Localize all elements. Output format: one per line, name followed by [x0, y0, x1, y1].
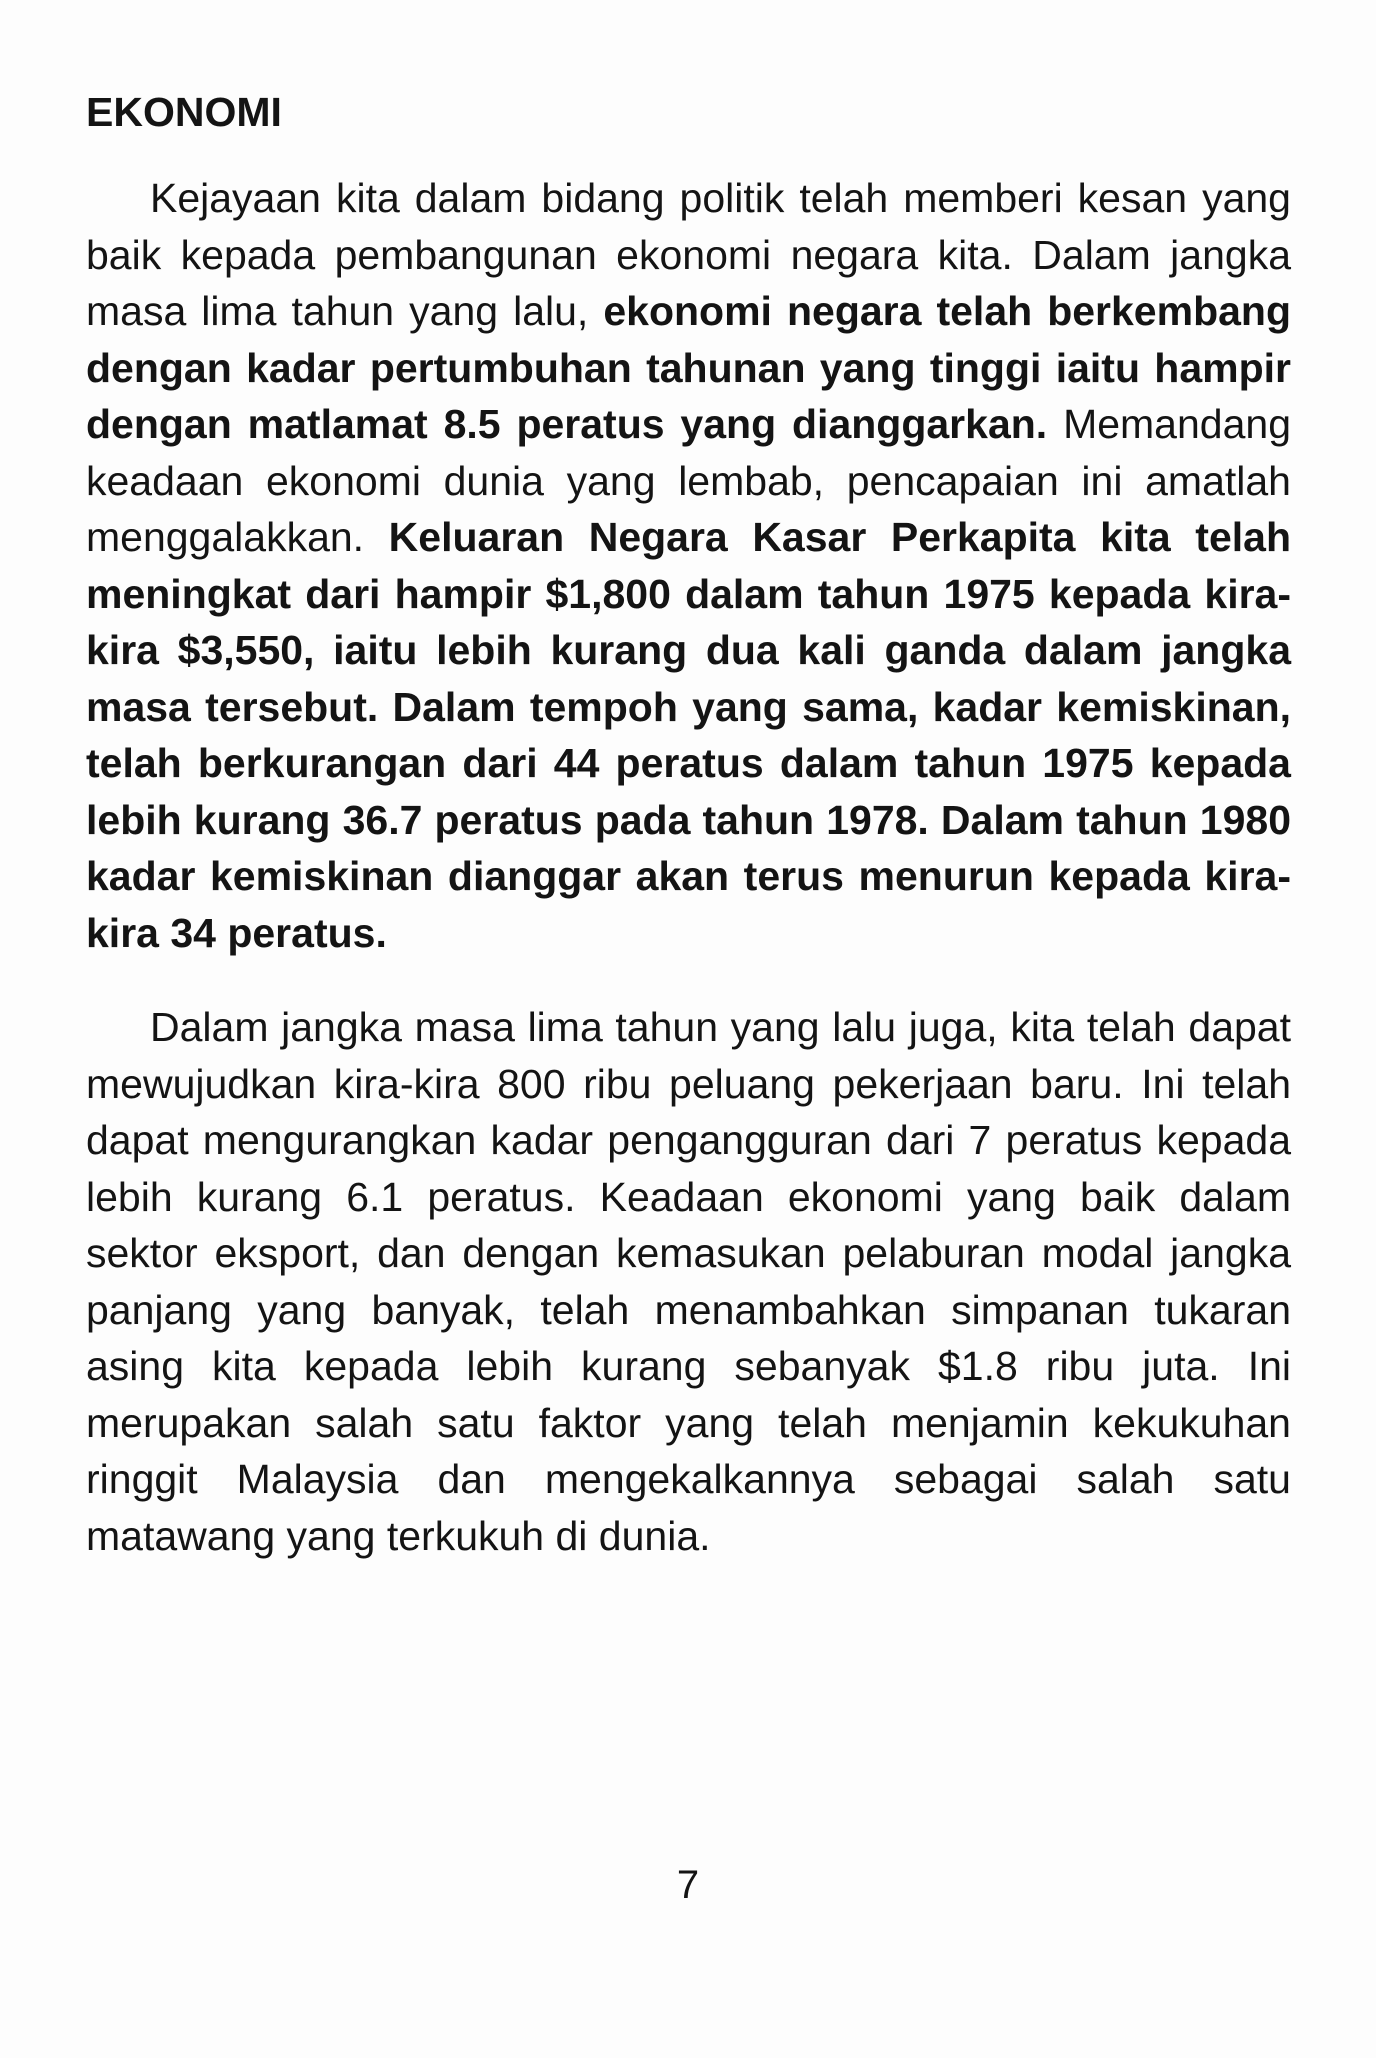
page-content: [86, 84, 1291, 1564]
paragraph-1-bold-b: Keluaran Negara Kasar Perkapita kita telah meningkat dari hampir $1,800 dalam tahun 1975 kepada kira-kira $3,550, iaitu lebih kurang dua kali ganda dalam jangka masa tersebut. Dalam tempoh yang sama, kadar kemiskinan, telah berkurangan dari 44 peratus dalam tahun 1975 kepada lebih kurang 36.7 peratus pada tahun 1978. Dalam tahun 1980 kadar kemiskinan dianggar akan terus menurun kepada kira-kira 34 peratus.: [86, 514, 1291, 956]
paragraph-2: Dalam jangka masa lima tahun yang lalu juga, kita telah dapat mewujudkan kira-kira 800 ribu peluang pekerjaan baru. Ini telah dapat mengurangkan kadar pengangguran dari 7 peratus kepada lebih kurang 6.1 peratus. Keadaan ekonomi yang baik dalam sektor eksport, dan dengan kemasukan pelaburan modal jangka panjang yang banyak, telah menambahkan simpanan tukaran asing kita kepada lebih kurang sebanyak $1.8 ribu juta. Ini merupakan salah satu faktor yang telah menjamin kekukuhan ringgit Malaysia dan mengekalkannya sebagai salah satu matawang yang terkukuh di dunia.: [86, 1004, 1291, 1559]
paragraph-1: [86, 170, 1291, 961]
paragraph-1-text-a: Kejayaan kita dalam bidang politik telah memberi kesan yang baik kepada pembangunan ekonomi negara kita. Dalam jangka masa lima tahun yang lalu,: [86, 175, 1291, 334]
paragraph-1-bold-a: ekonomi negara telah berkembang dengan kadar pertumbuhan tahunan yang tinggi iaitu hampir dengan matlamat 8.5 peratus yang dianggarkan.: [86, 288, 1292, 447]
page-number: 7: [676, 1863, 700, 1907]
paragraph-1-text-b: Memandang keadaan ekonomi dunia yang lembab, pencapaian ini amatlah menggalakkan.: [86, 401, 1291, 560]
section-heading: EKONOMI: [86, 89, 282, 135]
